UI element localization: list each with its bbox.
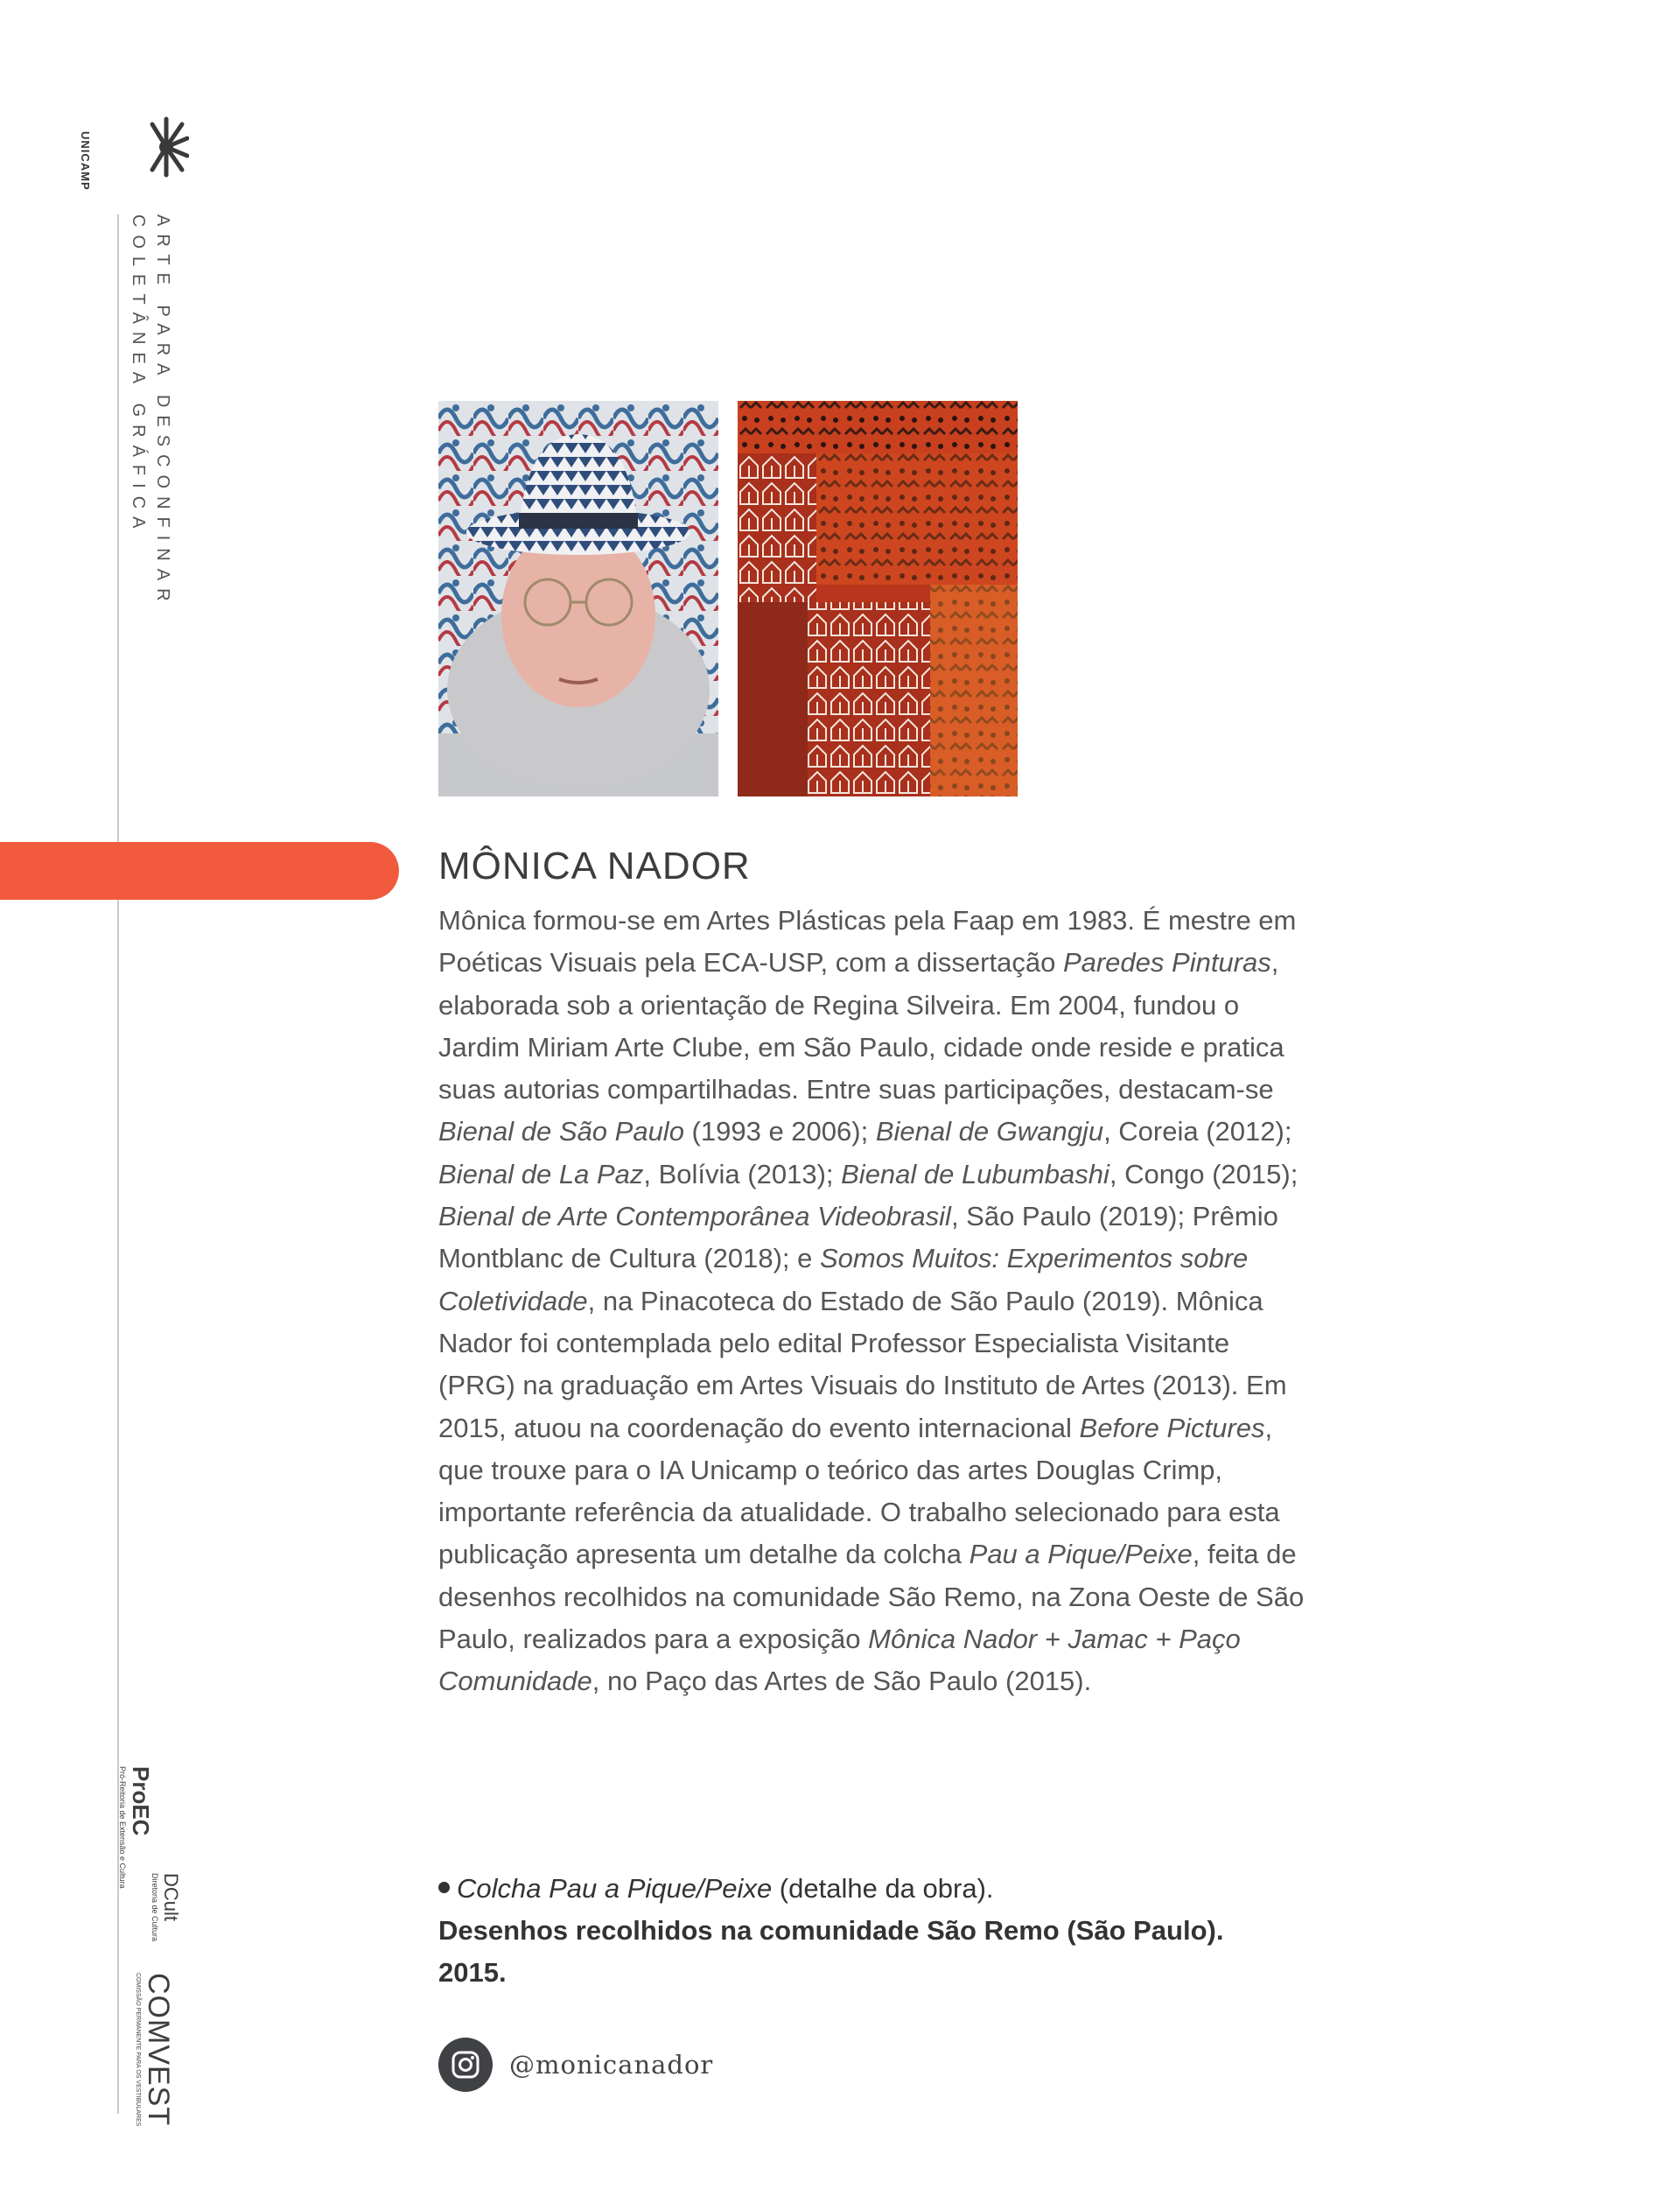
bio-italic-title: Pau a Pique/Peixe xyxy=(969,1539,1193,1570)
bio-italic-title: Bienal de La Paz xyxy=(438,1158,644,1189)
bio-text: Mônica formou-se em Artes Plásticas pela Faap em 1983. É mestre em Poéticas Visuais pela ECA-USP, com a dissertação xyxy=(438,905,1297,979)
artist-biography xyxy=(438,900,1313,1703)
bio-italic-title: Bienal de Gwangju xyxy=(875,1116,1104,1147)
bio-text: , elaborada sob a orientação de Regina Silveira. Em 2004, fundou o Jardim Miriam Arte Clube, em São Paulo, cidade onde reside e pratica suas autorias compartilhadas. Entre suas participações, destacam-se xyxy=(438,947,1284,1105)
bio-text: , Congo (2015); xyxy=(1109,1158,1298,1189)
artwork-caption xyxy=(438,1868,1313,1994)
social-link[interactable] xyxy=(438,2038,713,2092)
bio-text: , Bolívia (2013); xyxy=(643,1158,842,1189)
unicamp-logo-text: UNICAMP xyxy=(79,131,92,191)
artist-portrait-photo xyxy=(438,401,718,796)
bio-italic-title: Bienal de Arte Contemporânea Videobrasil xyxy=(438,1201,951,1232)
dcult-logo-subtitle: Diretoria de Cultura xyxy=(150,1873,159,1942)
bio-text: , no Paço das Artes de São Paulo (2015). xyxy=(592,1666,1092,1697)
proec-logo-text: ProEC xyxy=(128,1766,154,1836)
artwork-description: Desenhos recolhidos na comunidade São Remo (São Paulo). xyxy=(438,1915,1224,1946)
section-accent-tab xyxy=(0,842,399,900)
publication-title-line2: COLETÂNEA GRÁFICA xyxy=(129,214,148,537)
comvest-logo-subtitle: COMISSÃO PERMANENTE PARA OS VESTIBULARES xyxy=(135,1973,141,2127)
proec-logo-subtitle: Pró-Reitoria de Extensão e Cultura xyxy=(118,1766,127,1889)
bio-italic-title: Bienal de São Paulo xyxy=(438,1116,684,1147)
bio-italic-title: Before Pictures xyxy=(1079,1412,1265,1443)
bio-text: , São Paulo (2019); Prêmio Montblanc de Cultura (2018); e xyxy=(438,1201,1278,1274)
bio-text: (1993 e 2006); xyxy=(683,1116,876,1147)
instagram-handle[interactable]: @monicanador xyxy=(509,2050,714,2080)
bio-text: , na Pinacoteca do Estado de São Paulo (2019). Mônica Nador foi contemplada pelo edital Professor Especialista Visitante (PRG) na graduação em Artes Visuais do Instituto de Artes (2013). Em 2015, atuou na coordenação do evento internacional xyxy=(438,1285,1287,1443)
unicamp-logo-icon xyxy=(114,112,189,182)
bio-text: , que trouxe para o IA Unicamp o teórico das artes Douglas Crimp, importante referência da atualidade. O trabalho selecionado para esta publicação apresenta um detalhe da colcha xyxy=(438,1412,1280,1570)
bullet-icon xyxy=(438,1882,450,1893)
bio-italic-title: Paredes Pinturas xyxy=(1062,947,1271,979)
publication-title-line1: ARTE PARA DESCONFINAR xyxy=(153,214,172,609)
publication-title xyxy=(126,214,175,609)
dcult-logo xyxy=(150,1873,182,1941)
instagram-icon[interactable] xyxy=(438,2038,493,2092)
bio-italic-title: Somos Muitos: Experimentos sobre Coletividade xyxy=(438,1243,1249,1316)
artwork-detail-note: (detalhe da obra). xyxy=(772,1873,994,1904)
bio-text: , Coreia (2012); xyxy=(1103,1116,1292,1147)
proec-logo xyxy=(118,1766,154,1889)
comvest-logo xyxy=(135,1973,175,2126)
artist-name: MÔNICA NADOR xyxy=(438,845,751,888)
bio-italic-title: Bienal de Lubumbashi xyxy=(841,1158,1110,1189)
bio-italic-title: Mônica Nador + Jamac + Paço Comunidade xyxy=(438,1624,1241,1697)
artwork-title: Colcha Pau a Pique/Peixe xyxy=(457,1873,773,1904)
comvest-logo-text: COMVEST xyxy=(142,1973,175,2127)
dcult-logo-text: DCult xyxy=(160,1873,182,1922)
bio-text: , feita de desenhos recolhidos na comunidade São Remo, na Zona Oeste de São Paulo, realizados para a exposição xyxy=(438,1539,1305,1655)
artwork-detail-photo xyxy=(738,401,1018,796)
artwork-year: 2015. xyxy=(438,1957,507,1988)
